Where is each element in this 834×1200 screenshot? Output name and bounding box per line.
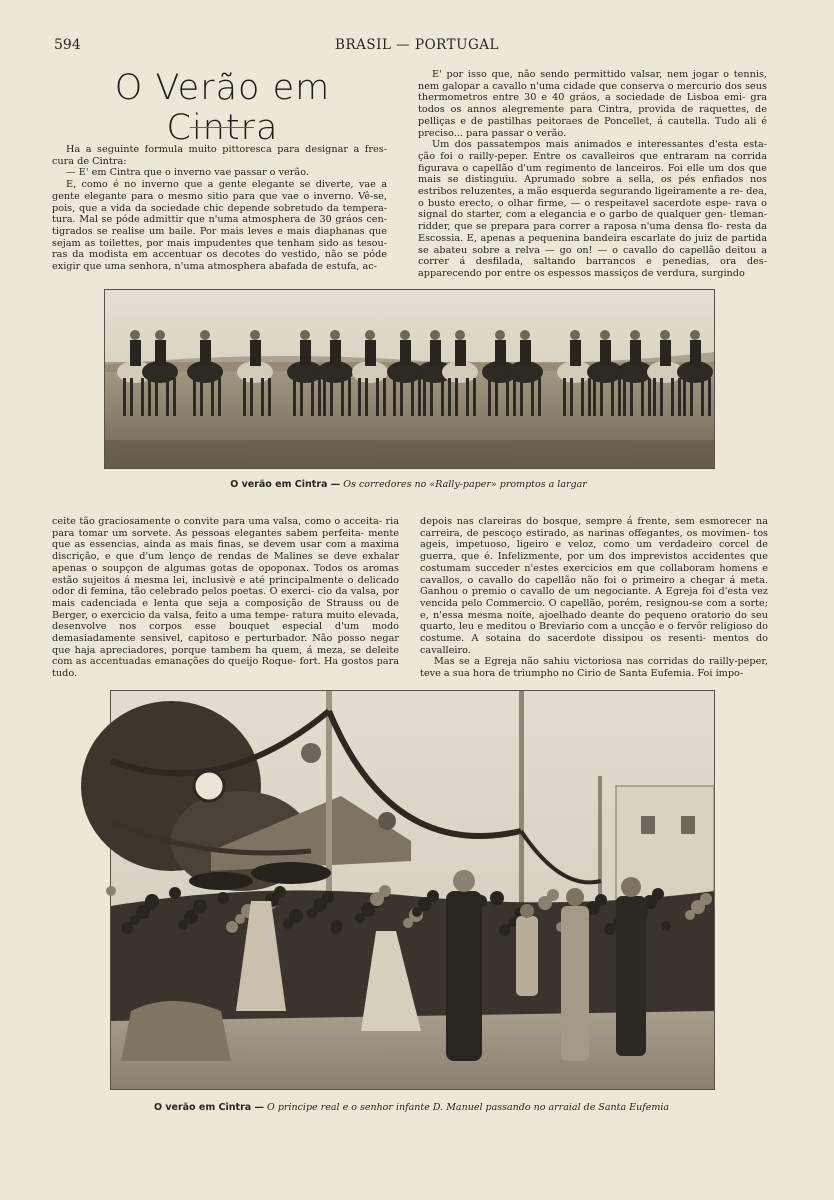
caption-text: Os corredores no «Rally-paper» promptos a largar bbox=[343, 479, 587, 490]
paragraph: ceite tão graciosamente o convite para uma valsa, como o acceita- ria para tomar um sorvete. As pessoas elegantes sabem perfeita- mente que as essencias, ainda as mais finas, se devem usar com a maxima discrição, e que d'um lenço de rendas de Malines se deve exhalar apenas o soupçon de algumas gotas de opoponax. Todos os aromas estão sujeitos á mesma lei, inclusivè e até principalmente o delicado odor di femina, tão celebrado pelos poetas. O exerci- cio da valsa, por mais cadenciada e lenta que seja a composição de Strauss ou de Berger, o exercicio da valsa, feito a uma tempe- ratura muito elevada, desenvolve nos corpos esse bouquet especial d'um modo demasiadamente sensivel, capitoso e perturbador. Não posso negar que haja apreciadores, porque tambem ha quem, á meza, se deleite com as accentuadas emanações do queijo Roque- fort. Ha gostos para tudo. bbox=[52, 516, 399, 680]
photo-caption-1 bbox=[104, 479, 713, 490]
crowd-figure bbox=[355, 913, 365, 923]
text-column-2 bbox=[418, 69, 767, 279]
crowd-figure bbox=[538, 896, 552, 910]
crowd-figure bbox=[217, 892, 229, 904]
paragraph: — E' em Cintra que o inverno vae passar o verão. bbox=[66, 167, 309, 179]
caption-lead: O verão em Cintra — bbox=[153, 1102, 264, 1113]
crowd-figure bbox=[226, 921, 238, 933]
paragraph: depois nas clareiras do bosque, sempre á frente, sem esmorecer na carreira, de pescoço estirado, as narinas offegantes, os movimen- tos ageis, impetuoso, ligeiro e veloz, como um verdadeiro corcel de guerra, que é. Infelizmente, por um dos imprevistos accidentes que costumam succeder n'estes exercicios em que collaboram homens e cavallos, o cavallo do capellão não foi o primeiro a chegar á meta. Ganhou o premio o cavallo de um negociante. A Egreja foi d'esta vez vencida pelo Commercio. O capellão, porém, resignou-se com a sorte; e, n'essa mesma noite, ajoelhado deante do pequeno oratorio do seu quarto, leu e meditou o Breviario com a uncção e o fervôr religioso do costume. A sotaina do sacerdote dissipou os resenti- mentos do cavalleiro. bbox=[420, 516, 768, 656]
page-number: 594 bbox=[54, 37, 81, 53]
crowd-figure bbox=[169, 887, 181, 899]
crowd-figure bbox=[283, 919, 293, 929]
crowd-figure bbox=[307, 908, 317, 918]
crowd-figure bbox=[685, 910, 695, 920]
crowd-figure bbox=[412, 907, 422, 917]
rally-paper-riders-photo bbox=[104, 289, 715, 469]
text-column-3 bbox=[52, 516, 399, 680]
crowd-figure bbox=[178, 920, 188, 930]
paragraph: Mas se a Egreja não sahiu victoriosa nas corridas do railly-peper, teve a sua hora de triumpho no Cirio de Santa Eufemia. Foi impo- bbox=[420, 656, 768, 680]
crowd-figure bbox=[661, 921, 671, 931]
text-column-1 bbox=[52, 144, 387, 273]
crowd-figure bbox=[499, 924, 511, 936]
paragraph: Ha a seguinte formula muito pittoresca para designar a fres- cura de Cintra: bbox=[52, 144, 387, 167]
crowd-figure bbox=[235, 914, 245, 924]
article-title: O Verão em Cintra bbox=[114, 68, 331, 148]
caption-lead: O verão em Cintra — bbox=[230, 479, 341, 490]
photo-caption-2 bbox=[110, 1102, 713, 1113]
crowd-figure bbox=[187, 909, 197, 919]
crowd-figure bbox=[130, 915, 140, 925]
santa-eufemia-fair-photo bbox=[110, 690, 715, 1090]
crowd-figure bbox=[121, 922, 133, 934]
crowd-figure bbox=[403, 918, 413, 928]
crowd-figure bbox=[604, 923, 616, 935]
text-column-4 bbox=[420, 516, 768, 680]
crowd-figure bbox=[106, 886, 116, 896]
crowd-figure bbox=[331, 920, 343, 932]
paragraph: E, como é no inverno que a gente elegante se diverte, vae a gente elegante para o mesmo sitio para que vae o inverno. Vê-se, pois, que a vida da sociedade chic depende sobretudo da tempera- tura. Mal se póde admittir que n'uma atmosphera de 30 gráos cen- tigrados se realise um baile. Por mais leves e mais diaphanas que sejam as toilettes, por mais impudentes que tenham sido as tesou- ras da modista em accentuar os decotes do vestido, não se póde exigir que uma senhora, n'uma atmosphera abafada de estufa, ac- bbox=[52, 179, 387, 273]
caption-text: O principe real e o senhor infante D. Manuel passando no arraial de Santa Eufemia bbox=[267, 1102, 670, 1113]
crowd-figure bbox=[490, 891, 504, 905]
crowd-figure bbox=[145, 894, 159, 908]
paragraph: Um dos passatempos mais animados e interessantes d'esta esta- ção foi o railly-peper. Entre os cavalleiros que entraram na corrida figurava o capellão d'um regimento de lanceiros. Foi elle um dos que mais se distinguiu. Aprumado sobre a sella, os pés enfiados nos estribos reluzentes, a mão esquerda segurando ligeiramente a re- dea, o busto erecto, o olhar firme, — o respeitavel sacerdote espe- rava o signal do starter, com a elegancia e o garbo de qualquer gen- tleman-ridder, que se prepara para correr a raposa n'uma densa flo- resta da Escossia. E, apenas a pequenina bandeira escarlate do juiz de partida se abateu sobre a relva — go on! — o cavallo do capellão deitou a correr á desfilada, saltando barrancos e penedias, ora des- apparecendo por entre os espessos massiços de verdura, surgindo bbox=[418, 139, 767, 279]
title-rule bbox=[190, 127, 254, 128]
paragraph: E' por isso que, não sendo permittido valsar, nem jogar o tennis, nem galopar a cavallo n'uma cidade que conserva o mercurio dos seus thermometros entre 30 e 40 gráos, a sociedade de Lisboa emi- gra todos os annos alegremente para Cintra, provida de raquettes, de pelliças e de pastilhas peitoraes de Poncellet, á cautella. Tudo ali é preciso... para passar o verão. bbox=[418, 69, 767, 139]
running-head: BRASIL — PORTUGAL bbox=[335, 37, 499, 53]
crowd-figure bbox=[370, 892, 384, 906]
